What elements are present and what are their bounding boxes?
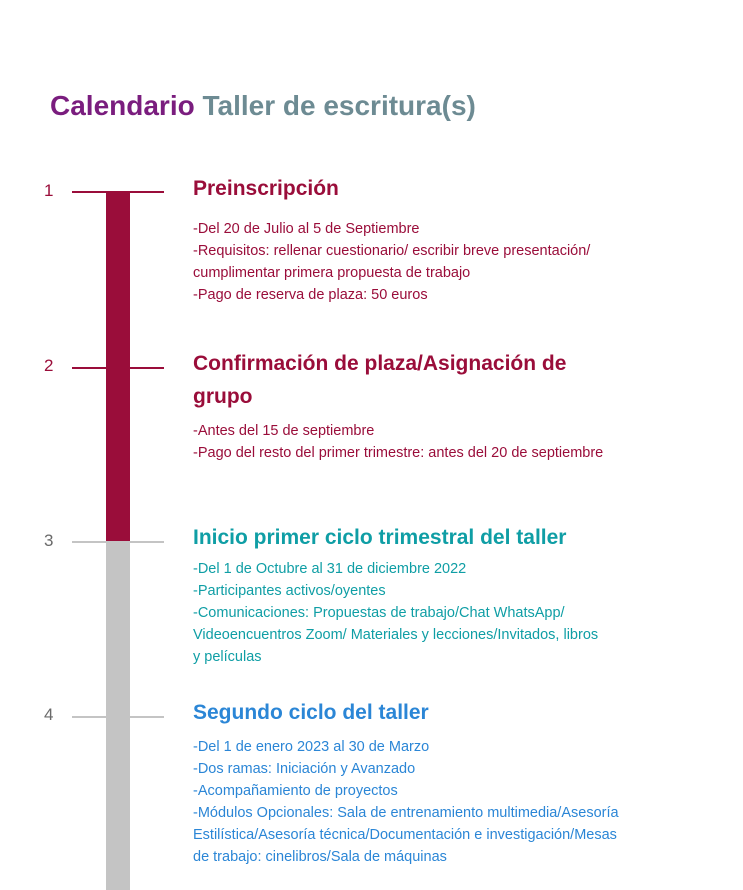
step-title (193, 347, 663, 413)
step-detail-line: -Antes del 15 de septiembre (193, 423, 375, 439)
step-detail-line: Estilística/Asesoría técnica/Documentación e investigación/Mesas (193, 827, 617, 843)
step-detail-line: Videoencuentros Zoom/ Materiales y lecciones/Invitados, libros (193, 627, 599, 643)
step-title: Segundo ciclo del taller (193, 701, 429, 724)
step-title: Inicio primer ciclo trimestral del taller (193, 526, 567, 549)
step-details (193, 420, 663, 464)
step-number-3: 3 (44, 531, 54, 550)
page-title-calendario: Calendario (50, 90, 195, 121)
step-title: Preinscripción (193, 177, 339, 200)
step-detail-line: de trabajo: cinelibros/Sala de máquinas (193, 849, 447, 865)
step-detail-line: -Del 20 de Julio al 5 de Septiembre (193, 221, 420, 237)
step-detail-line: -Participantes activos/oyentes (193, 583, 386, 599)
step-details (193, 558, 663, 668)
step-detail-line: y películas (193, 649, 262, 665)
step-primer-ciclo (193, 521, 663, 668)
step-detail-line: -Pago de reserva de plaza: 50 euros (193, 287, 428, 303)
timeline-tick-2 (72, 367, 164, 369)
step-details (193, 218, 663, 306)
timeline-tick-1 (72, 191, 164, 193)
step-detail-line: -Comunicaciones: Propuestas de trabajo/Chat WhatsApp/ (193, 605, 565, 621)
step-detail-line: -Del 1 de Octubre al 31 de diciembre 2022 (193, 561, 467, 577)
timeline-tick-4 (72, 716, 164, 718)
step-preinscripcion (193, 172, 663, 306)
timeline-tick-3 (72, 541, 164, 543)
step-title-line: grupo (193, 385, 253, 408)
step-details (193, 736, 663, 868)
step-detail-line: -Requisitos: rellenar cuestionario/ escribir breve presentación/ (193, 243, 591, 259)
step-detail-line: -Acompañamiento de proyectos (193, 783, 398, 799)
step-detail-line: cumplimentar primera propuesta de trabajo (193, 265, 471, 281)
step-number-4: 4 (44, 705, 54, 724)
step-title-line: Confirmación de plaza/Asignación de (193, 352, 567, 375)
step-segundo-ciclo (193, 696, 663, 868)
step-number-2: 2 (44, 356, 54, 375)
step-number-1: 1 (44, 181, 54, 200)
page-title-taller: Taller de escritura(s) (202, 90, 476, 121)
step-detail-line: -Dos ramas: Iniciación y Avanzado (193, 761, 416, 777)
page-title (50, 86, 476, 126)
step-detail-line: -Módulos Opcionales: Sala de entrenamiento multimedia/Asesoría (193, 805, 619, 821)
step-detail-line: -Pago del resto del primer trimestre: antes del 20 de septiembre (193, 445, 604, 461)
step-detail-line: -Del 1 de enero 2023 al 30 de Marzo (193, 739, 430, 755)
step-confirmacion (193, 347, 663, 464)
